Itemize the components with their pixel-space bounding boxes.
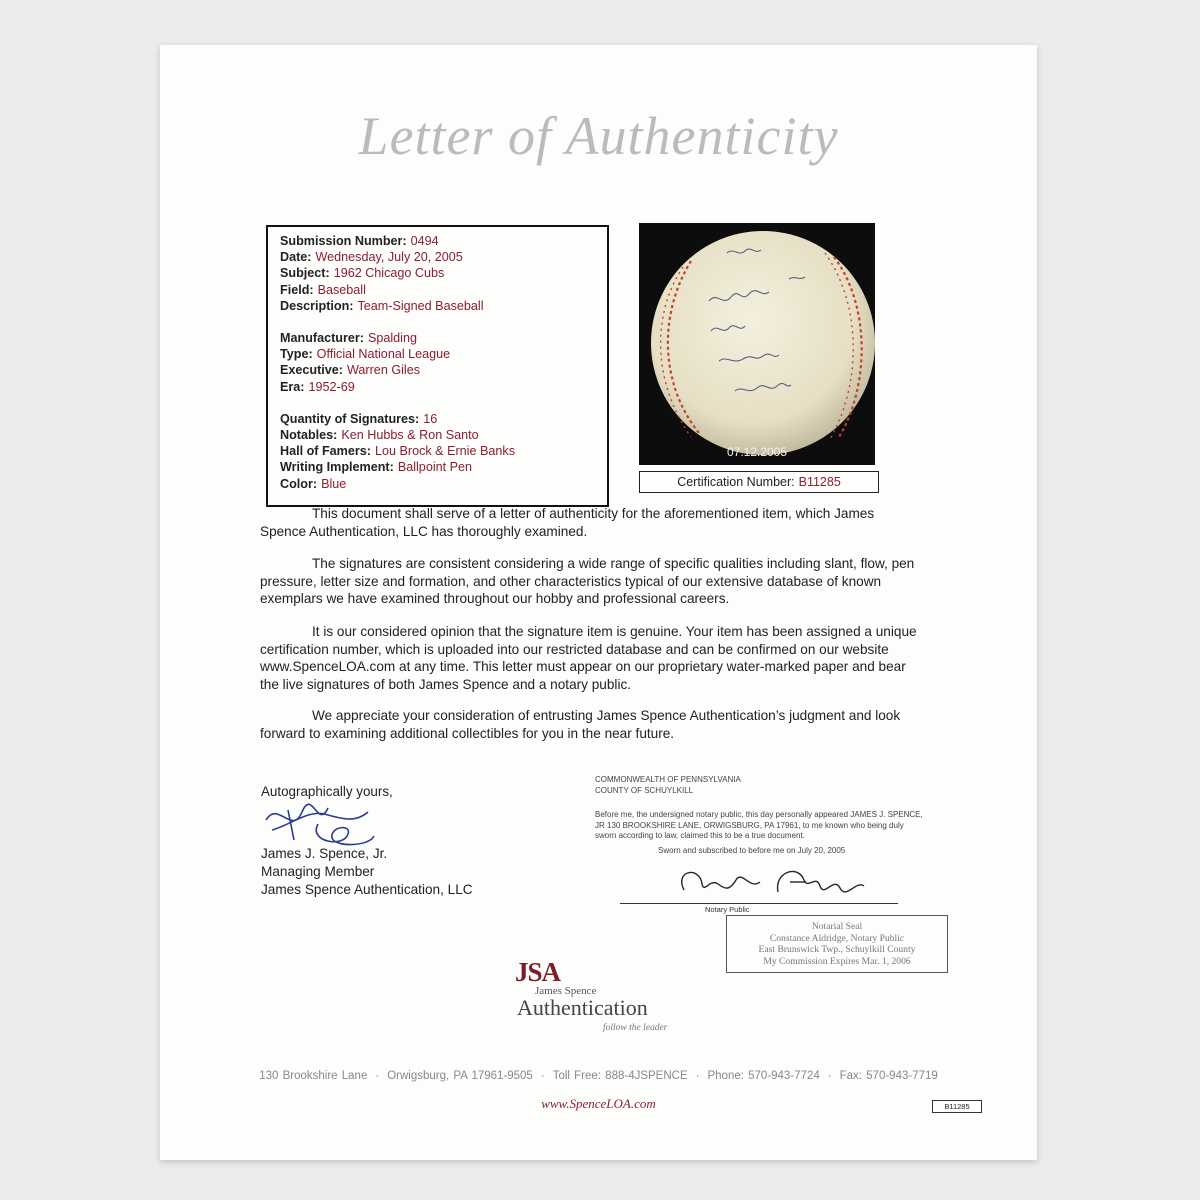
authentication-sticker — [932, 1090, 982, 1120]
baseball-photo — [639, 223, 875, 465]
footer-city: Orwigsburg, PA 17961-9505 — [387, 1070, 533, 1082]
letter-paper — [160, 45, 1037, 1160]
notary-county: COUNTY OF SCHUYLKILL — [595, 785, 694, 795]
detail-row: Executive: Warren Giles — [280, 363, 421, 378]
signer-role: Managing Member — [261, 864, 375, 879]
detail-row: Subject: 1962 Chicago Cubs — [280, 266, 445, 281]
certification-number: B11285 — [798, 475, 841, 489]
jsa-mark: JSA — [515, 957, 561, 987]
detail-row: Quantity of Signatures: 16 — [280, 411, 438, 426]
detail-row: Field: Baseball — [280, 282, 366, 297]
paragraph-3: It is our considered opinion that the signature item is genuine. Your item has been assigned a unique certification number, which is uploaded into our restricted database and can be confirmed on our website www.SpenceLOA.com at any time. This letter must appear on our proprietary water-marked paper and bear the live signatures of both James Spence and a notary public. — [260, 624, 917, 692]
certification-label: Certification Number: — [677, 475, 795, 489]
jsa-tagline: follow the leader — [603, 1023, 668, 1033]
item-details-box — [266, 225, 609, 507]
details-group-1 — [280, 233, 607, 314]
paragraph-2: The signatures are consistent considering a wide range of specific qualities including slant, flow, pen pressure, letter size and formation, and other characteristics typical of our extensive database of known exemplars we have examined throughout our hobby and professional careers. — [260, 556, 915, 607]
detail-row: Type: Official National League — [280, 347, 451, 362]
photo-date: 07.12.2005 — [726, 445, 788, 459]
sticker-number: B11285 — [932, 1100, 982, 1113]
footer-fax: Fax: 570-943-7719 — [839, 1070, 938, 1082]
notarial-seal: Notarial Seal Constance Aldridge, Notary Public East Brunswick Twp., Schuylkill County My Commission Expires Mar. 1, 2006 — [726, 915, 948, 973]
footer-contact: 130 Brookshire Lane · Orwigsburg, PA 17961-9505 · Toll Free: 888-4JSPENCE · Phone: 570-943-7724 · Fax: 570-943-7719 — [259, 1070, 938, 1082]
jsa-authentication: Authentication — [517, 995, 648, 1020]
spence-signature — [258, 790, 388, 850]
detail-row: Hall of Famers: Lou Brock & Ernie Banks — [280, 444, 515, 459]
detail-row: Era: 1952-69 — [280, 379, 355, 394]
closing-line: Autographically yours, — [261, 784, 393, 799]
notary-signature-line — [620, 903, 898, 904]
detail-row: Date: Wednesday, July 20, 2005 — [280, 250, 463, 265]
letter-title: Letter of Authenticity — [358, 106, 839, 166]
notary-statement: Before me, the undersigned notary public, this day personally appeared JAMES J. SPENCE, JR 130 BROOKSHIRE LANE, ORWIGSBURG, PA 17961, to me known who being duly sworn according to law, claimed this to be a true document. — [595, 810, 923, 840]
footer-tollfree: Toll Free: 888-4JSPENCE — [552, 1070, 688, 1082]
signer-company: James Spence Authentication, LLC — [261, 882, 473, 897]
detail-row: Description: Team-Signed Baseball — [280, 298, 484, 313]
detail-row: Writing Implement: Ballpoint Pen — [280, 460, 473, 475]
notary-sworn-line: Sworn and subscribed to before me on July 20, 2005 — [658, 845, 846, 855]
paragraph-4: We appreciate your consideration of entrusting James Spence Authentication’s judgment and look forward to examining additional collectibles for you in the near future. — [260, 708, 901, 741]
notary-block — [595, 775, 925, 856]
paragraph-1: This document shall serve of a letter of authenticity for the aforementioned item, which James Spence Authentication, LLC has thoroughly examined. — [260, 506, 875, 539]
signer-block — [261, 845, 473, 899]
notary-signature — [670, 860, 870, 904]
detail-row: Notables: Ken Hubbs & Ron Santo — [280, 428, 479, 443]
footer-address: 130 Brookshire Lane — [259, 1070, 368, 1082]
jsa-sub: James Spence — [535, 985, 597, 997]
notary-state: COMMONWEALTH OF PENNSYLVANIA — [595, 775, 741, 784]
signer-name: James J. Spence, Jr. — [261, 846, 388, 861]
notary-public-label: Notary Public — [705, 905, 750, 914]
detail-row: Submission Number: 0494 — [280, 234, 439, 248]
details-group-2 — [280, 330, 607, 395]
signed-baseball-image — [639, 223, 875, 465]
details-group-3 — [280, 411, 607, 492]
detail-row: Manufacturer: Spalding — [280, 331, 417, 346]
certification-number-box — [639, 471, 879, 493]
jsa-logo — [515, 957, 715, 1037]
footer-url: www.SpenceLOA.com — [541, 1096, 656, 1111]
footer-phone: Phone: 570-943-7724 — [707, 1070, 820, 1082]
detail-row: Color: Blue — [280, 476, 347, 491]
